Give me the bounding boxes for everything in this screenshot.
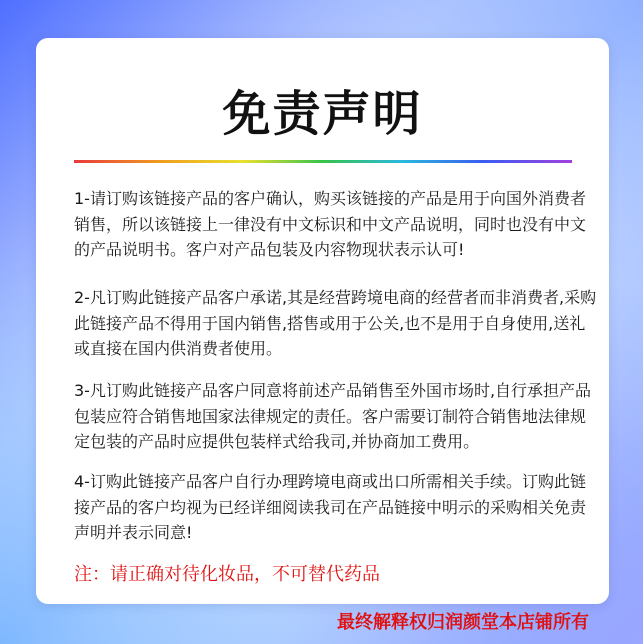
disclaimer-paragraph-3: 3-凡订购此链接产品客户同意将前述产品销售至外国市场时,自行承担产品包装应符合销售地国家法律规定的责任。客户需要订制符合销售地法律规定包装的产品时应提供包装样式给我司,并协商加工费用。 (74, 381, 592, 451)
disclaimer-card (36, 38, 609, 633)
disclaimer-paragraph-1: 1-请订购该链接产品的客户确认，购买该链接的产品是用于向国外消费者销售，所以该链接上一律没有中文标识和中文产品说明，同时也没有中文的产品说明书。客户对产品包装及内容物现状表示认可! (74, 189, 587, 259)
cosmetics-note: 注：请正确对待化妆品，不可替代药品 (74, 564, 380, 585)
rainbow-divider (74, 160, 572, 163)
disclaimer-paragraph-4: 4-订购此链接产品客户自行办理跨境电商或出口所需相关手续。订购此链接产品的客户均视为已经详细阅读我司在产品链接中明示的采购相关免责声明并表示同意! (74, 472, 587, 542)
rights-statement: 最终解释权归润颜堂本店铺所有 (337, 612, 589, 633)
page-title: 免责声明 (222, 86, 423, 142)
disclaimer-paragraph-2: 2-凡订购此链接产品客户承诺,其是经营跨境电商的经营者而非消费者,采购此链接产品不得用于国内销售,搭售或用于公关,也不是用于自身使用,送礼或直接在国内供消费者使用。 (74, 288, 597, 358)
